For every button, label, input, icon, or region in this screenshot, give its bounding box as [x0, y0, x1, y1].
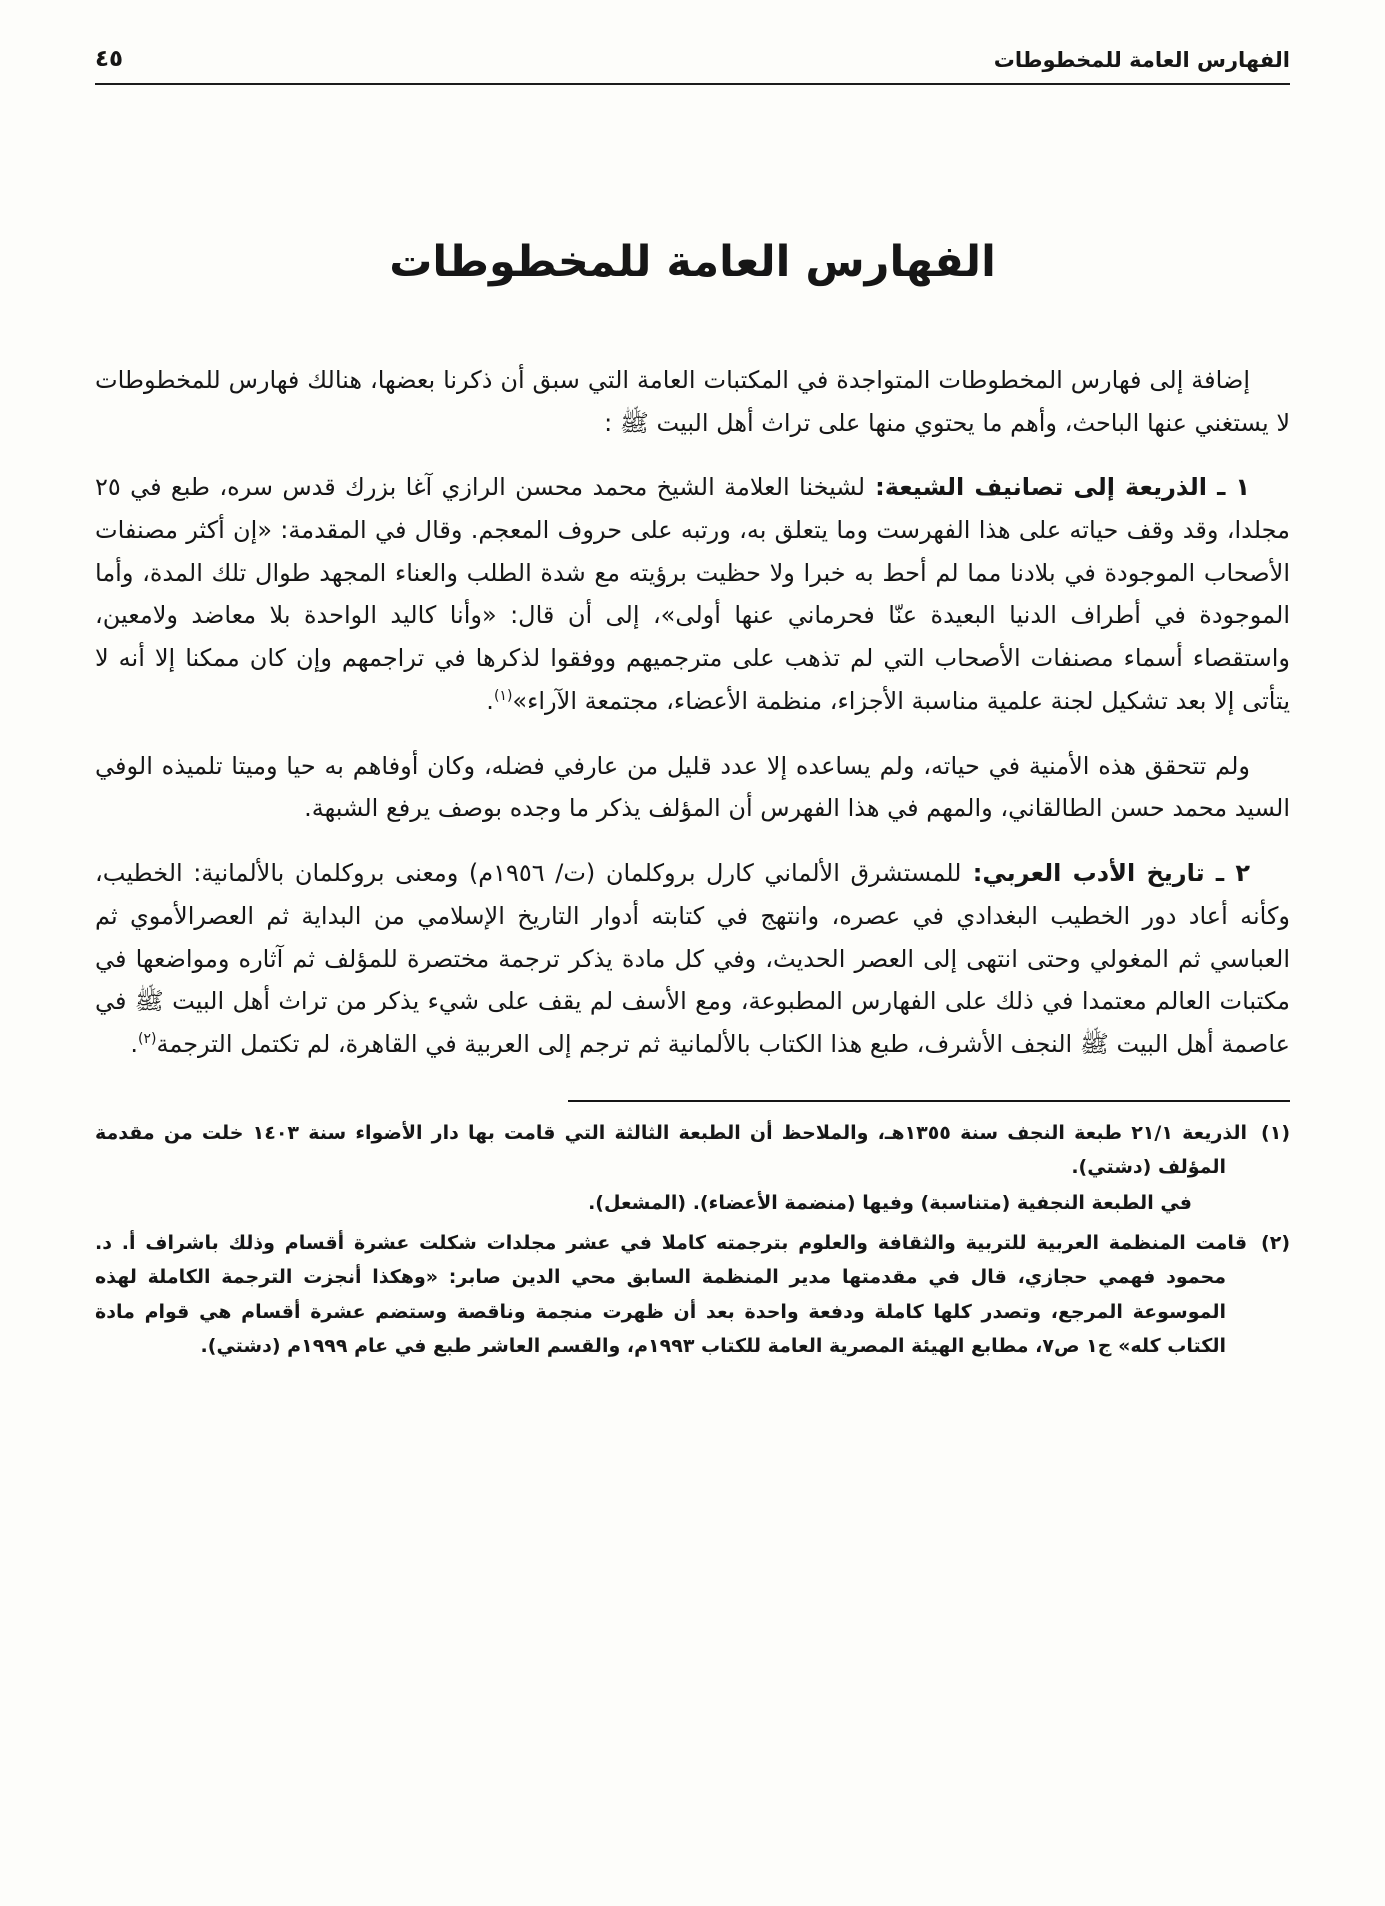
body-text — [95, 359, 1290, 1066]
intro-paragraph: إضافة إلى فهارس المخطوطات المتواجدة في المكتبات العامة التي سبق أن ذكرنا بعضها، هنالك فهارس للمخطوطات لا يستغني عنها الباحث، وأهم ما يحتوي منها على تراث أهل البيت ﷺ : — [95, 365, 1290, 437]
page-number: ٤٥ — [95, 46, 124, 72]
footnote-1-note: في الطبعة النجفية (متناسبة) وفيها (منضمة الأعضاء). (المشعل). — [588, 1192, 1192, 1215]
footnote-divider — [568, 1100, 1290, 1102]
footnotes-section — [95, 1100, 1290, 1363]
footnote-1 — [95, 1116, 1290, 1221]
entry-1-al-dharia-paragraph: ١ ـ الذريعة إلى تصانيف الشيعة: لشيخنا العلامة الشيخ محمد محسن الرازي آغا بزرك قدس سره، طبع في ٢٥ مجلدا، وقد وقف حياته على هذا الفهرست وما يتعلق به، ورتبه على حروف المعجم. وقال في المقدمة: «إن أكثر مصنفات الأصحاب الموجودة في بلادنا مما لم أحط به خبرا ولا حظيت برؤيته مع شدة الطلب والعناء المجهد طوال تلك المدة، وأما الموجودة في أطراف الدنيا البعيدة عنّا فحرماني عنها أولى»، إلى أن قال: «وأنا كاليد الواحدة بلا معاضد ولامعين، واستقصاء أسماء مصنفات الأصحاب التي لم تذهب على مترجميهم ووفقوا لذكرها في تراجمهم وإن كان ممكنا إلا أنه لا يتأتى إلا بعد تشكيل لجنة علمية مناسبة الأجزاء، منظمة الأعضاء، مجتمعة الآراء»$^{(١)}$. — [95, 473, 1290, 715]
footnote-2 — [95, 1226, 1290, 1363]
header-divider — [95, 83, 1290, 85]
footnote-1-text: الذريعة ٢١/١ طبعة النجف سنة ١٣٥٥هـ، والملاحظ أن الطبعة الثالثة التي قامت بها دار الأضواء سنة ١٤٠٣ خلت من مقدمة المؤلف (دشتي). — [95, 1121, 1248, 1178]
page-title: الفهارس العامة للمخطوطات — [389, 237, 996, 287]
running-head-title: الفهارس العامة للمخطوطات — [993, 48, 1290, 72]
footnote-2-text: قامت المنظمة العربية للتربية والثقافة والعلوم بترجمته كاملا في عشر مجلدات شكلت عشرة أقسام وذلك باشراف أ. د. محمود فهمي حجازي، قال في مقدمتها مدير المنظمة السابق محي الدين صابر: «وهكذا أنجزت الترجمة الكاملة لهذه الموسوعة المرجع، وتصدر كلها كاملة ودفعة واحدة بعد أن ظهرت منجمة وناقصة وستضم عشرة أقسام هي قوام مادة الكتاب كله» ج١ ص٧، مطابع الهيئة المصرية العامة للكتاب ١٩٩٣م، والقسم العاشر طبع في عام ١٩٩٩م (دشتي). — [95, 1232, 1248, 1357]
entry-2-arabic-literature-paragraph: ٢ ـ تاريخ الأدب العربي: للمستشرق الألماني كارل بروكلمان (ت/ ١٩٥٦م) ومعنى بروكلمان بالألمانية: الخطيب، وكأنه أعاد دور الخطيب البغدادي في عصره، وانتهج في كتابته أدوار التاريخ الإسلامي من البداية ثم العصرالأموي ثم العباسي ثم المغولي وحتى انتهى إلى العصر الحديث، وفي كل مادة يذكر ترجمة مختصرة للمؤلف ثم آثاره ومواضعها في مكتبات العالم معتمدا في ذلك على الفهارس المطبوعة، ومع الأسف لم يقف على شيء يذكر من تراث أهل البيت ﷺ في عاصمة أهل البيت ﷺ النجف الأشرف، طبع هذا الكتاب بالألمانية ثم ترجم إلى العربية في القاهرة، لم تكتمل الترجمة$^{(٢)}$. — [95, 859, 1290, 1058]
footnote-1-marker: (١) — [1261, 1121, 1291, 1144]
footnote-2-marker: (٢) — [1261, 1232, 1290, 1255]
page-header — [95, 46, 1290, 83]
entry-1-continuation-paragraph: ولم تتحقق هذه الأمنية في حياته، ولم يساعده إلا عدد قليل من عارفي فضله، وكان أوفاهم به حيا وميتا تلميذه الوفي السيد محمد حسن الطالقاني، والمهم في هذا الفهرس أن المؤلف يذكر ما وجده بوصف يرفع الشبهة. — [95, 751, 1290, 823]
